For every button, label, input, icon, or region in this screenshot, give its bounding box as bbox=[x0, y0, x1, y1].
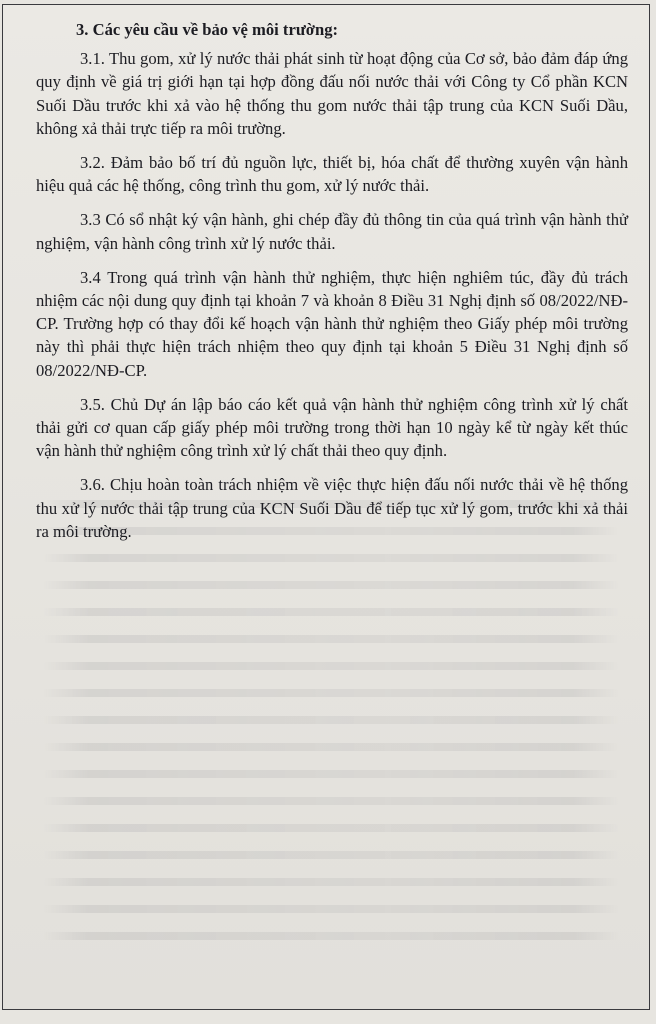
paragraph-3-6: 3.6. Chịu hoàn toàn trách nhiệm về việc thực hiện đấu nối nước thải về hệ thống thu xử lý nước thải tập trung của KCN Suối Dầu để tiếp tục xử lý gom, trước khi xả thải ra môi trường. bbox=[36, 475, 628, 541]
section-heading: 3. Các yêu cầu về bảo vệ môi trường: bbox=[76, 20, 339, 39]
paragraph-3-1: 3.1. Thu gom, xử lý nước thải phát sinh từ hoạt động của Cơ sở, bảo đảm đáp ứng quy định về giá trị giới hạn tại hợp đồng đấu nối nước thải với Công ty Cổ phần KCN Suối Dầu trước khi xả vào hệ thống thu gom nước thải tập trung của KCN Suối Dầu, không xả thải trực tiếp ra môi trường. bbox=[36, 49, 628, 138]
document-body bbox=[36, 18, 628, 554]
show-through-text bbox=[43, 500, 619, 980]
paragraph-3-3: 3.3 Có sổ nhật ký vận hành, ghi chép đầy đủ thông tin của quá trình vận hành thử nghiệm, vận hành công trình xử lý nước thải. bbox=[36, 210, 628, 253]
paragraph-3-2: 3.2. Đảm bảo bố trí đủ nguồn lực, thiết bị, hóa chất để thường xuyên vận hành hiệu quả các hệ thống, công trình thu gom, xử lý nước thải. bbox=[36, 153, 628, 196]
paragraph-3-5: 3.5. Chủ Dự án lập báo cáo kết quả vận hành thử nghiệm công trình xử lý chất thải gửi cơ quan cấp giấy phép môi trường trong thời hạn 10 ngày kể từ ngày kết thúc vận hành thử nghiệm công trình xử lý chất thải theo quy định. bbox=[36, 394, 628, 461]
paragraph-3-4: 3.4 Trong quá trình vận hành thử nghiệm, thực hiện nghiêm túc, đầy đủ trách nhiệm các nội dung quy định tại khoản 7 và khoản 8 Điều 31 Nghị định số 08/2022/NĐ-CP. Trường hợp có thay đổi kế hoạch vận hành thử nghiệm theo Giấy phép môi trường này thì phải thực hiện trách nhiệm theo quy định tại khoản 5 Điều 31 Nghị định số 08/2022/NĐ-CP. bbox=[36, 267, 628, 380]
